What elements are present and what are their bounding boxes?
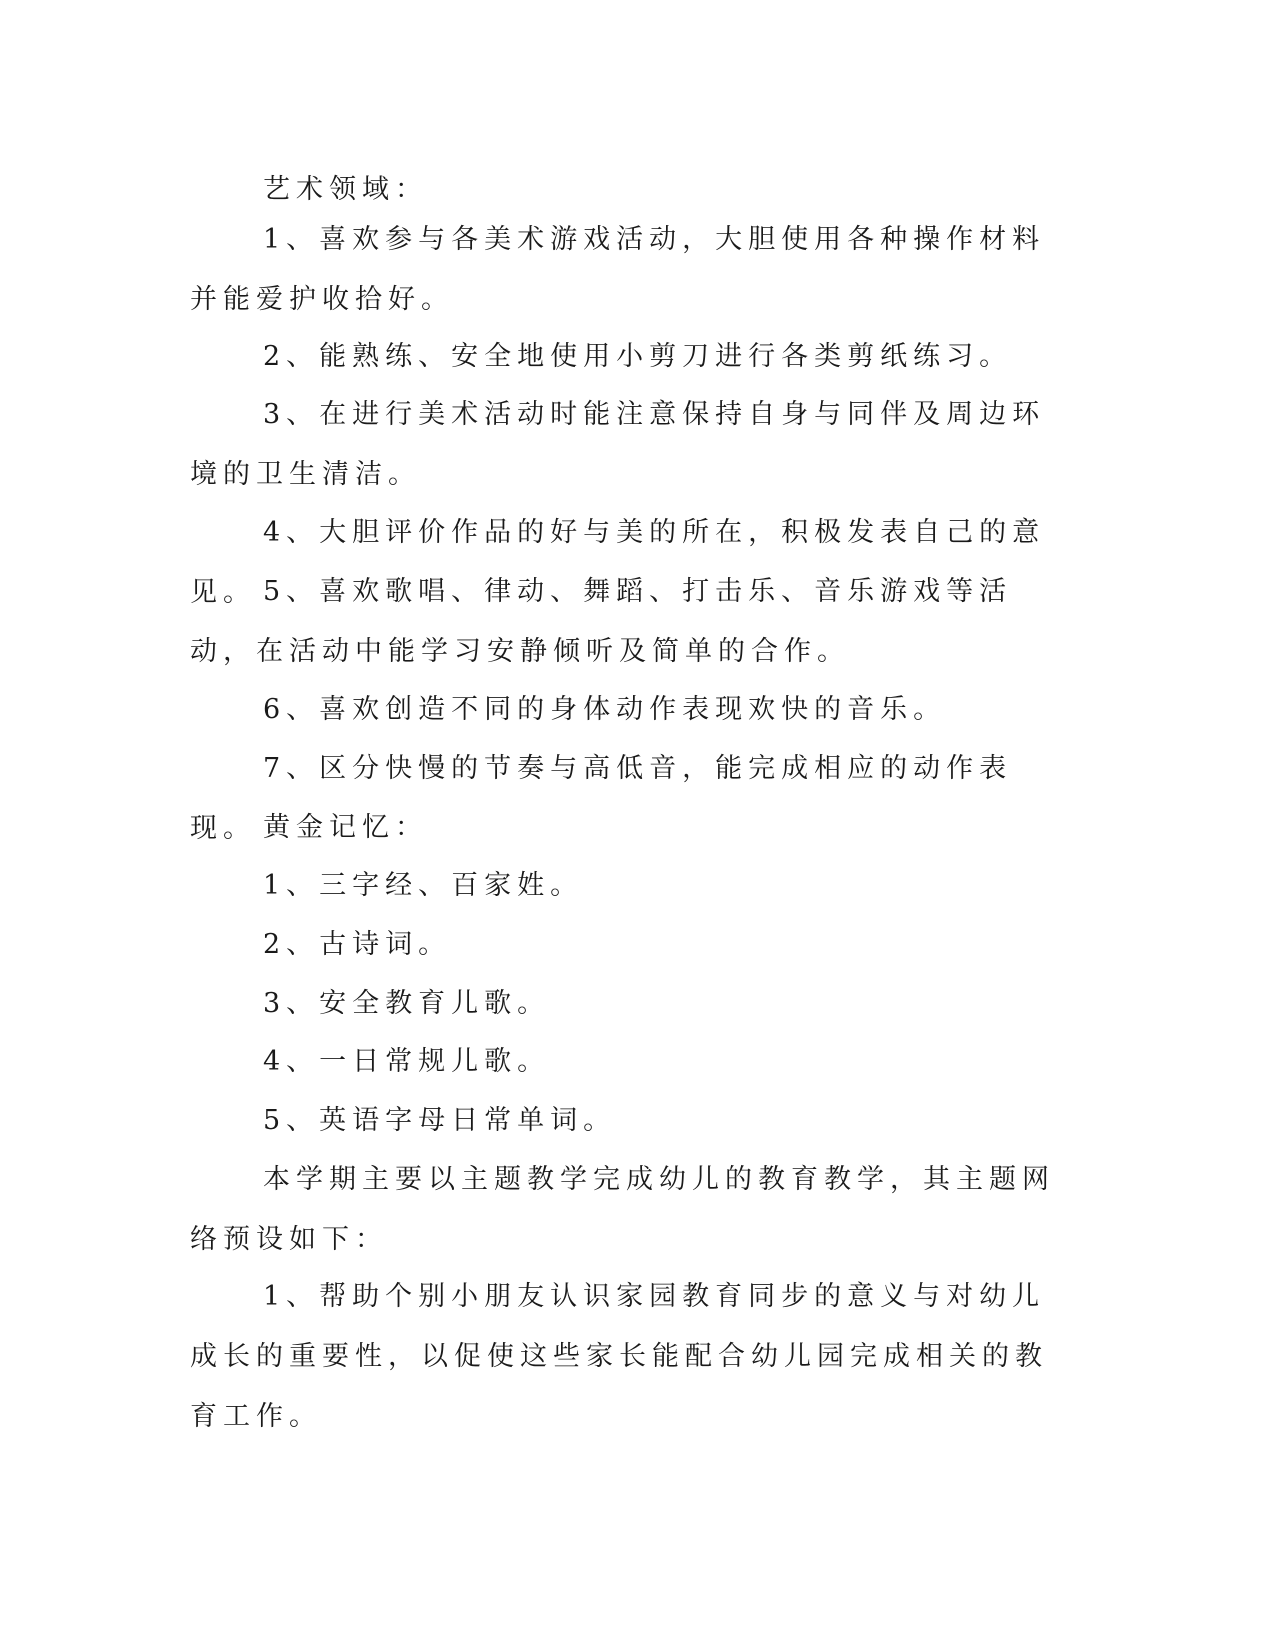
paragraph-memory-2: 2、古诗词。: [263, 929, 452, 960]
paragraph-art-1: 1、喜欢参与各美术游戏活动，大胆使用各种操作材料并能爱护收拾好。: [190, 224, 1046, 315]
paragraph-memory-5: 5、英语字母日常单词。: [263, 1105, 617, 1136]
paragraph-art-6: 6、喜欢创造不同的身体动作表现欢快的音乐。: [263, 694, 947, 725]
paragraph-art-7: 7、区分快慢的节奏与高低音，能完成相应的动作表现。: [190, 753, 1013, 844]
heading-golden-memory: 黄金记忆：: [263, 812, 428, 843]
paragraph-art-4: 4、大胆评价作品的好与美的所在，积极发表自己的意见。: [190, 517, 1046, 608]
paragraph-memory-3: 3、安全教育儿歌。: [263, 988, 551, 1019]
paragraph-theme-intro: 本学期主要以主题教学完成幼儿的教育教学，其主题网络预设如下：: [190, 1164, 1055, 1255]
paragraph-art-2: 2、能熟练、安全地使用小剪刀进行各类剪纸练习。: [263, 341, 1013, 372]
paragraph-theme-1: 1、帮助个别小朋友认识家园教育同步的意义与对幼儿成长的重要性，以促使这些家长能配合幼儿园完成相关的教育工作。: [190, 1281, 1048, 1432]
paragraph-art-5: 5、喜欢歌唱、律动、舞蹈、打击乐、音乐游戏等活动，在活动中能学习安静倾听及简单的合作。: [190, 576, 1013, 667]
paragraph-memory-4: 4、一日常规儿歌。: [263, 1046, 551, 1077]
heading-art-domain: 艺术领域：: [263, 174, 428, 205]
paragraph-memory-1: 1、三字经、百家姓。: [263, 870, 584, 901]
paragraph-art-3: 3、在进行美术活动时能注意保持自身与同伴及周边环境的卫生清洁。: [190, 399, 1046, 490]
